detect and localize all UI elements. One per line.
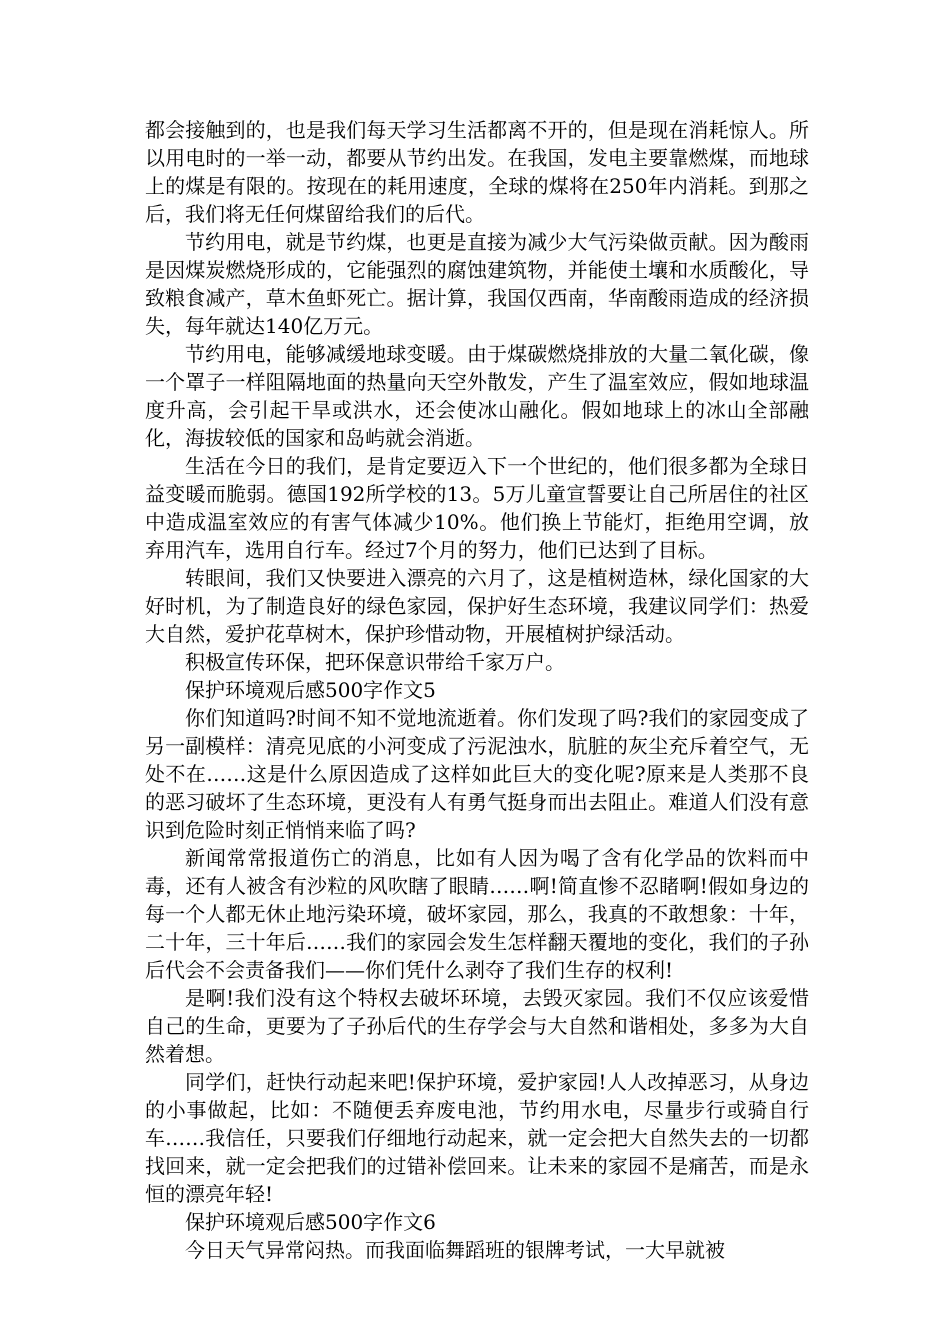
section-heading-essay-6: 保护环境观后感500字作文6 <box>185 1210 436 1234</box>
section-heading-essay-5: 保护环境观后感500字作文5 <box>185 678 436 702</box>
paragraph-changed-homeland: 你们知道吗?时间不知不觉地流逝着。你们发现了吗?我们的家园变成了另一副模样：清亮见底的小河变成了污泥浊水，肮脏的灰尘充斥着空气，无处不在……这是什么原因造成了这样如此巨大的变化呢?原来是人类那不良的恶习破坏了生态环境，更没有人有勇气挺身而出去阻止。难道人们没有意识到危险时刻正悄悄来临了吗? <box>145 706 809 842</box>
paragraph-no-privilege: 是啊!我们没有这个特权去破坏环境，去毁灭家园。我们不仅应该爱惜自己的生命，更要为了子孙后代的生存学会与大自然和谐相处，多多为大自然着想。 <box>145 986 809 1066</box>
paragraph-acid-rain: 节约用电，就是节约煤，也更是直接为减少大气污染做贡献。因为酸雨是因煤炭燃烧形成的，它能强烈的腐蚀建筑物，并能使土壤和水质酸化，导致粮食减产，草木鱼虾死亡。据计算，我国仅西南，华南酸雨造成的经济损失，每年就达140亿万元。 <box>145 230 809 338</box>
paragraph-news-reports: 新闻常常报道伤亡的消息，比如有人因为喝了含有化学品的饮料而中毒，还有人被含有沙粒的风吹瞎了眼睛……啊!简直惨不忍睹啊!假如身边的每一个人都无休止地污染环境，破坏家园，那么，我真的不敢想象：十年，二十年，三十年后……我们的家园会发生怎样翻天覆地的变化，我们的子孙后代会不会责备我们——你们凭什么剥夺了我们生存的权利! <box>145 846 809 982</box>
paragraph-tree-planting: 转眼间，我们又快要进入漂亮的六月了，这是植树造林，绿化国家的大好时机，为了制造良好的绿色家园，保护好生态环境，我建议同学们：热爱大自然，爱护花草树木，保护珍惜动物，开展植树护绿活动。 <box>145 566 809 646</box>
paragraph-call-to-action: 同学们，赶快行动起来吧!保护环境，爱护家园!人人改掉恶习，从身边的小事做起，比如：不随便丢弃废电池，节约用水电，尽量步行或骑自行车……我信任，只要我们仔细地行动起来，就一定会把大自然失去的一切都找回来，就一定会把我们的过错补偿回来。让未来的家园不是痛苦，而是永恒的漂亮年轻! <box>145 1070 809 1206</box>
paragraph-promote-awareness: 积极宣传环保，把环保意识带给千家万户。 <box>185 650 565 674</box>
paragraph-hot-weather: 今日天气异常闷热。而我面临舞蹈班的银牌考试，一大早就被 <box>185 1238 725 1262</box>
paragraph-electricity-coal: 都会接触到的，也是我们每天学习生活都离不开的，但是现在消耗惊人。所以用电时的一举一动，都要从节约出发。在我国，发电主要靠燃煤，而地球上的煤是有限的。按现在的耗用速度，全球的煤将在250年内消耗。到那之后，我们将无任何煤留给我们的后代。 <box>145 118 809 226</box>
document-page <box>145 116 809 1264</box>
paragraph-global-warming: 节约用电，能够减缓地球变暖。由于煤碳燃烧排放的大量二氧化碳，像一个罩子一样阻隔地面的热量向天空外散发，产生了温室效应，假如地球温度升高，会引起干旱或洪水，还会使冰山融化。假如地球上的冰山全部融化，海拔较低的国家和岛屿就会消逝。 <box>145 342 809 450</box>
paragraph-german-schools: 生活在今日的我们，是肯定要迈入下一个世纪的，他们很多都为全球日益变暖而脆弱。德国192所学校的13。5万儿童宣誓要让自己所居住的社区中造成温室效应的有害气体减少10%。他们换上节能灯，拒绝用空调，放弃用汽车，选用自行车。经过7个月的努力，他们已达到了目标。 <box>145 454 809 562</box>
